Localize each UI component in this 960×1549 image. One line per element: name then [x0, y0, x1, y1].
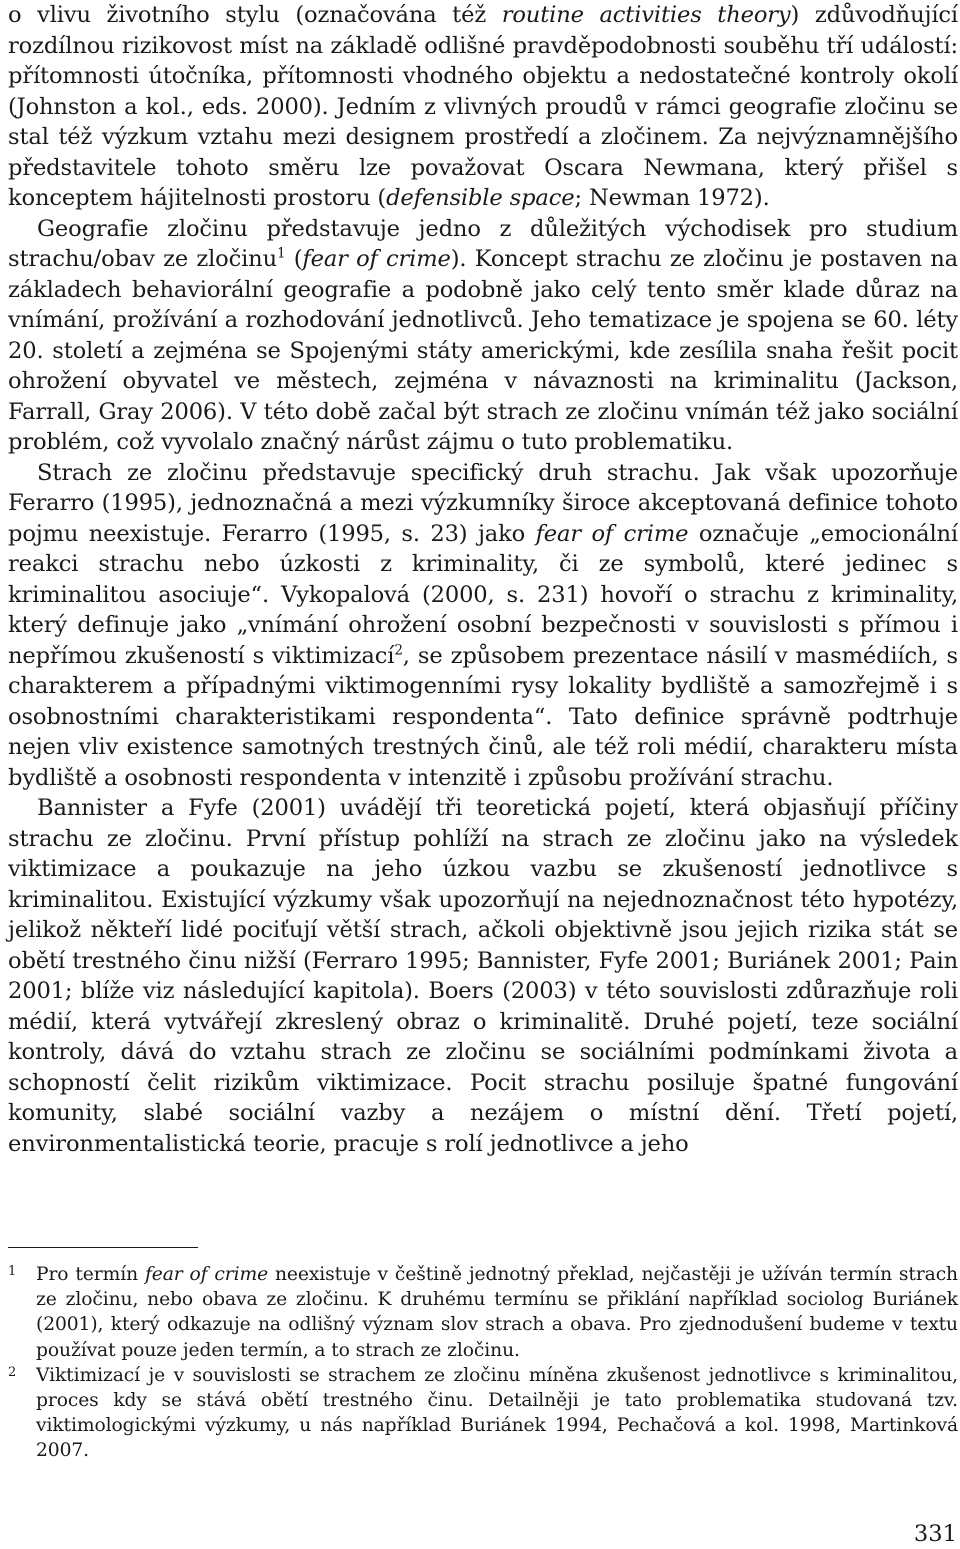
footnote-2 [8, 1363, 958, 1464]
paragraph-1 [8, 0, 958, 214]
paragraph-2 [8, 214, 958, 458]
body-text [8, 0, 958, 1159]
text-run: Pro termín [36, 1264, 145, 1285]
text-run: označuje „emocionální reakci strachu nebo úzkosti z kriminality, či ze symbolů, které jedinec s kriminalitou asociuje“. Vykopalová (2000, s. 231) hovoří o strachu z kriminality, který definuje jako „vnímání ohrožení osobní bezpečnosti v souvislosti s přímou i nepřímou zkušeností s viktimizací [8, 520, 959, 669]
footnote-2-mark: 2 [8, 1364, 17, 1380]
text-run: Strach ze zločinu představuje specifický druh strachu. Jak však upozorňuje Ferarro (1995), jednoznačná a mezi výzkumníky široce akceptovaná definice tohoto pojmu neexistuje. Ferarro (1995, s. 23) jako [8, 459, 958, 547]
italic-term: routine activities theory [501, 2, 791, 28]
text-run: o vlivu životního stylu (označována též [8, 2, 502, 28]
italic-term: fear of crime [302, 246, 451, 272]
text-run: neexistuje v češtině jednotný překlad, nejčastěji je užíván termín strach ze zločinu, nebo obava ze zločinu. K druhému termínu se přiklání například sociolog Buriánek (2001), který odkazuje na odlišný význam slov strach a obava. Pro zjednodušení budeme v textu používat pouze jeden termín, a to strach ze zločinu. [36, 1264, 958, 1361]
text-run: Viktimizací je v souvislosti se strachem ze zločinu míněna zkušenost jednotlivce s kriminalitou, proces kdy se stává obětí trestného činu. Detailněji je tato problematika studovaná tzv. viktimologickými výzkumy, u nás například Buriánek 1994, Pechačová a kol. 1998, Martinková 2007. [36, 1364, 958, 1462]
footnote-ref: 2 [394, 641, 403, 658]
text-run: Geografie zločinu představuje jedno z důležitých východisek pro studium strachu/obav ze zločinu [8, 215, 958, 272]
text-run: , se způsobem prezentace násilí v masmédiích, s charakterem a případnými viktimogenními rysy lokality bydliště a samozřejmě i s osobnostními charakteristikami respondenta“. Tato definice správně podtrhuje nejen vliv existence samotných trestných činů, ale též roli médií, charakteru místa bydliště a osobnosti respondenta v intenzitě i způsobu prožívání strachu. [8, 642, 958, 791]
page [8, 0, 958, 1159]
paragraph-4 [8, 793, 958, 1159]
footnote-1 [8, 1262, 958, 1363]
text-run: ( [285, 246, 303, 272]
footnote-2-text [36, 1365, 958, 1462]
text-run: Bannister a Fyfe (2001) uvádějí tři teoretická pojetí, která objasňují příčiny strachu ze zločinu. První přístup pohlíží na strach ze zločinu jako na výsledek viktimizace a poukazuje na jeho úzkou vazbu se zkušeností jednotlivce s kriminalitou. Existující výzkumy však upozorňují na nejednoznačnost této hypotézy, jelikož někteří lidé pociťují větší strach, ačkoli objektivně jsou jejich rizika stát se obětí trestného činu nižší (Ferraro 1995; Bannister, Fyfe 2001; Buriánek 2001; Pain 2001; blíže viz následující kapitola). Boers (2003) v této souvislosti zdůrazňuje roli médií, která vytvářejí zkreslený obraz o kriminalitě. Druhé pojetí, teze sociální kontroly, dává do vztahu strach ze zločinu se sociálními podmínkami života a schopností čelit rizikům viktimizace. Pocit strachu posiluje špatné fungování komunity, slabé sociální vazby a nezájem o místní dění. Třetí pojetí, environmentalistická teorie, pracuje s rolí jednotlivce a jeho [8, 795, 958, 1157]
footnote-1-mark: 1 [8, 1264, 17, 1279]
italic-term: fear of crime [144, 1264, 269, 1285]
footnote-ref: 1 [276, 245, 286, 262]
italic-term: defensible space [386, 185, 575, 211]
footnotes [8, 1262, 958, 1464]
footnote-1-text [36, 1264, 958, 1361]
text-run: ; Newman 1972). [574, 185, 770, 211]
text-run: ) zdůvodňující rozdílnou rizikovost míst na základě odlišné pravděpodobnosti souběhu tří událostí: přítomnosti útočníka, přítomnosti vhodného objektu a nedostatečné kontroly okolí (Johnston a kol., eds. 2000). Jedním z vlivných proudů v rámci geografie zločinu se stal též výzkum vztahu mezi designem prostředí a zločinem. Za nejvýznamnějšího představitele tohoto směru lze považovat Oscara Newmana, který přišel s konceptem hájitelnosti prostoru ( [8, 2, 958, 211]
italic-term: fear of crime [535, 520, 689, 547]
text-run: ). Koncept strachu ze zločinu je postaven na základech behaviorální geografie a podobně jako celý tento směr klade důraz na vnímání, prožívání a rozhodování jednotlivců. Jeho tematizace je spojena se 60. léty 20. století a zejména se Spojenými státy americkými, kde zesílila snaha řešit pocit ohrožení obyvatel ve městech, zejména v návaznosti na kriminalitu (Jackson, Farrall, Gray 2006). V této době začal být strach ze zločinu vnímán též jako sociální problém, což vyvolalo značný nárůst zájmu o tuto problematiku. [8, 246, 958, 455]
footnote-separator [8, 1247, 198, 1248]
page-number: 331 [913, 1521, 957, 1547]
paragraph-3 [8, 458, 958, 794]
